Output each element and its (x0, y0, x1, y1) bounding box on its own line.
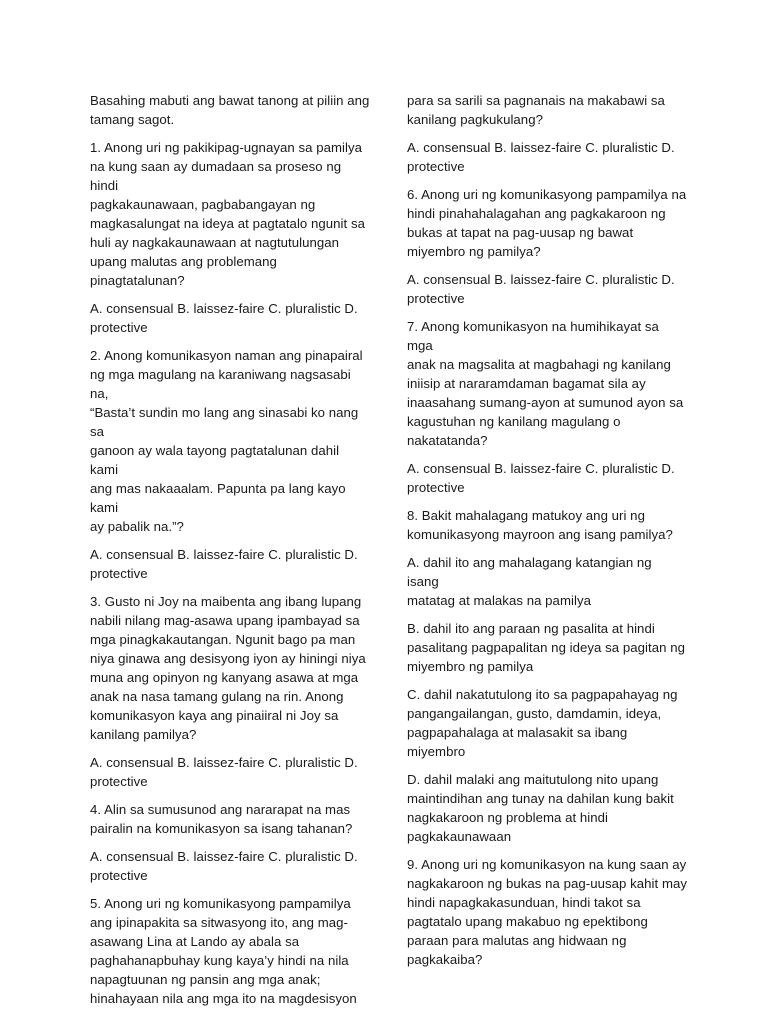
question-8-choice-c: C. dahil nakatutulong ito sa pagpapahayag ng pangangailangan, gusto, damdamin, ideya, pagpapahalaga at malasakit sa ibang miyembro (407, 687, 678, 759)
question-3: 3. Gusto ni Joy na maibenta ang ibang lupang nabili nilang mag-asawa upang ipambayad sa mga pinagkakautangan. Ngunit bago pa man niya ginawa ang desisyong iyon ay hiningi niya muna ang opinyon ng kanyang asawa at mga anak na nasa tamang gulang na rin. Anong komunikasyon kaya ang pinaiiral ni Joy sa kanilang pamilya? (90, 594, 366, 742)
question-7: 7. Anong komunikasyon na humihikayat sa mga anak na magsalita at magbahagi ng kanilang iniisip at nararamdaman bagamat sila ay inaasahang sumang-ayon at sumunod ayon sa kagustuhan ng kanilang magulang o nakatatanda? (407, 319, 684, 448)
question-5-end: para sa sarili sa pagnanais na makabawi sa kanilang pagkukulang? (407, 93, 665, 127)
question-6: 6. Anong uri ng komunikasyong pampamilya na hindi pinahahalagahan ang pagkakaroon ng bukas at tapat na pag-uusap ng bawat miyembro ng pamilya? (407, 187, 687, 259)
question-4-choices: A. consensual B. laissez-faire C. pluralistic D. protective (90, 849, 358, 883)
instructions: Basahing mabuti ang bawat tanong at piliin ang tamang sagot. (90, 93, 370, 127)
question-5-choices: A. consensual B. laissez-faire C. pluralistic D. protective (407, 140, 675, 174)
question-9: 9. Anong uri ng komunikasyon na kung saan ay nagkakaroon ng bukas na pag-uusap kahit may hindi napagkakasunduan, hindi takot sa pagtatalo upang makabuo ng epektibong paraan para malutas ang hidwaan ng pagkakaiba? (407, 857, 688, 967)
question-6-choices: A. consensual B. laissez-faire C. pluralistic D. protective (407, 272, 675, 306)
left-column (90, 91, 370, 1017)
question-8: 8. Bakit mahalagang matukoy ang uri ng komunikasyong mayroon ang isang pamilya? (407, 508, 673, 542)
question-2: 2. Anong komunikasyon naman ang pinapairal ng mga magulang na karaniwang nagsasabi na, “Basta’t sundin mo lang ang sinasabi ko nang sa ganoon ay wala tayong pagtatalunan dahil kami ang mas nakaaalam. Papunta pa lang kayo kami ay pabalik na.”? (90, 348, 363, 534)
question-3-choices: A. consensual B. laissez-faire C. pluralistic D. protective (90, 755, 358, 789)
question-8-choice-d: D. dahil malaki ang maitutulong nito upang maintindihan ang tunay na dahilan kung bakit nagkakaroon ng problema at hindi pagkakaunawaan (407, 772, 674, 844)
question-1-choices: A. consensual B. laissez-faire C. pluralistic D. protective (90, 301, 358, 335)
question-2-choices: A. consensual B. laissez-faire C. pluralistic D. protective (90, 547, 358, 581)
question-8-choice-a: A. dahil ito ang mahalagang katangian ng isang matatag at malakas na pamilya (407, 555, 652, 608)
question-8-choice-b: B. dahil ito ang paraan ng pasalita at hindi pasalitang pagpapalitan ng ideya sa pagitan ng miyembro ng pamilya (407, 621, 685, 674)
question-1: 1. Anong uri ng pakikipag-ugnayan sa pamilya na kung saan ay dumadaan sa proseso ng hindi pagkakaunawaan, pagbabangayan ng magkasalungat na ideya at pagtatalo ngunit sa huli ay nagkakaunawaan at nagtutulungan upang malutas ang problemang pinagtatalunan? (90, 140, 365, 288)
question-5-start: 5. Anong uri ng komunikasyong pampamilya ang ipinapakita sa sitwasyong ito, ang mag- asawang Lina at Lando ay abala sa paghahanapbuhay kung kaya’y hindi na nila napagtuunan ng pansin ang mga anak; hinahayaan nila ang mga ito na magdesisyon (90, 896, 357, 1006)
right-column (407, 91, 687, 978)
question-4: 4. Alin sa sumusunod ang nararapat na mas pairalin na komunikasyon sa isang tahanan? (90, 802, 353, 836)
question-7-choices: A. consensual B. laissez-faire C. pluralistic D. protective (407, 461, 675, 495)
